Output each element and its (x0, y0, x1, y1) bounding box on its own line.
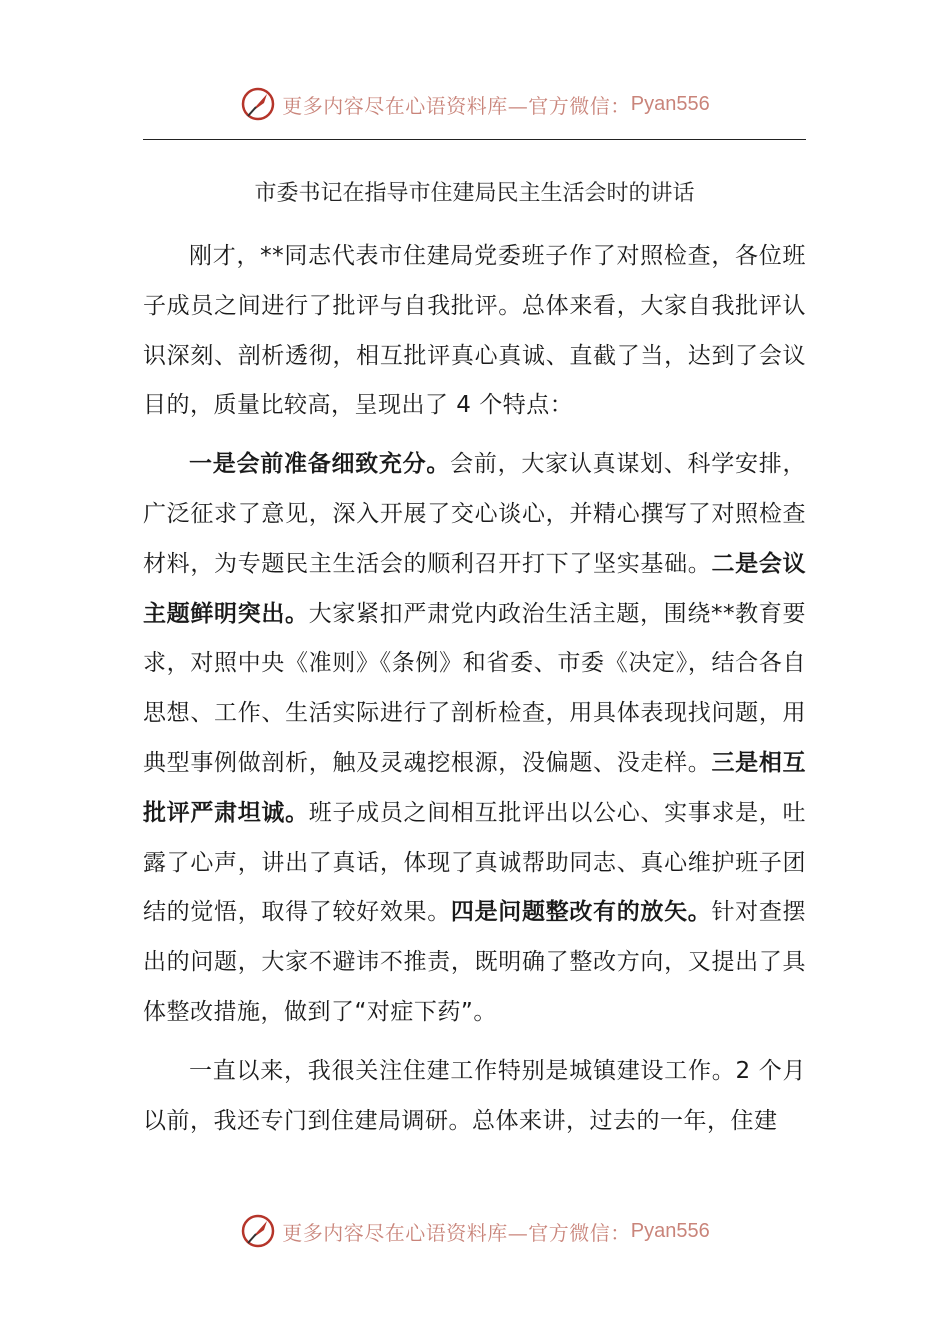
point-2-text: 大家紧扣严肃党内政治生活主题，围绕**教育要求，对照中央《准则》《条例》和省委、市委《决定》，结合各自思想、工作、生活实际进行了剖析检查，用具体表现找问题，用典型事例做剖析，触及灵魂挖根源，没偏题、没走样。 (143, 600, 807, 776)
document-title: 市委书记在指导市住建局民主生活会时的讲话 (254, 181, 695, 206)
banner-text: 更多内容尽在心语资料库—官方微信： (282, 93, 631, 118)
banner-wechat-id: Pyan556 (630, 92, 710, 115)
document-body (143, 232, 806, 1146)
point-4-text: 针对查摆出的问题，大家不避讳不推责，既明确了整改方向，又提出了具体整改措施，做到了“对症下药”。 (143, 899, 807, 1025)
point-4-heading: 四是问题整改有的放矢。 (450, 899, 712, 926)
banner-text: 更多内容尽在心语资料库—官方微信： (282, 1220, 631, 1245)
point-1-heading: 一是会前准备细致充分。 (189, 451, 451, 478)
quill-logo-icon (240, 86, 276, 122)
paragraph-3: 一直以来，我很关注住建工作特别是城镇建设工作。2 个月以前，我还专门到住建局调研。总体来讲，过去的一年，住建 (143, 1057, 806, 1134)
paragraph-2 (143, 440, 806, 1038)
paragraph-1: 刚才，**同志代表市住建局党委班子作了对照检查，各位班子成员之间进行了批评与自我批评。总体来看，大家自我批评认识深刻、剖析透彻，相互批评真心真诚、直截了当，达到了会议目的，质量比较高，呈现出了 4 个特点： (143, 243, 806, 419)
point-1-text: 会前，大家认真谋划、科学安排，广泛征求了意见，深入开展了交心谈心，并精心撰写了对照检查材料，为专题民主生活会的顺利召开打下了坚实基础。 (143, 451, 807, 577)
point-3-text: 班子成员之间相互批评出以公心、实事求是，吐露了心声，讲出了真话，体现了真诚帮助同志、真心维护班子团结的觉悟，取得了较好效果。 (143, 799, 807, 926)
footer-banner (0, 1211, 950, 1251)
quill-logo-icon (240, 1213, 276, 1249)
banner-wechat-id: Pyan556 (630, 1219, 710, 1242)
header-banner (0, 84, 950, 124)
point-3-heading: 三是相互批评严肃坦诚。 (143, 749, 807, 826)
point-2-heading: 二是会议主题鲜明突出。 (143, 550, 807, 627)
header-rule (143, 139, 806, 140)
